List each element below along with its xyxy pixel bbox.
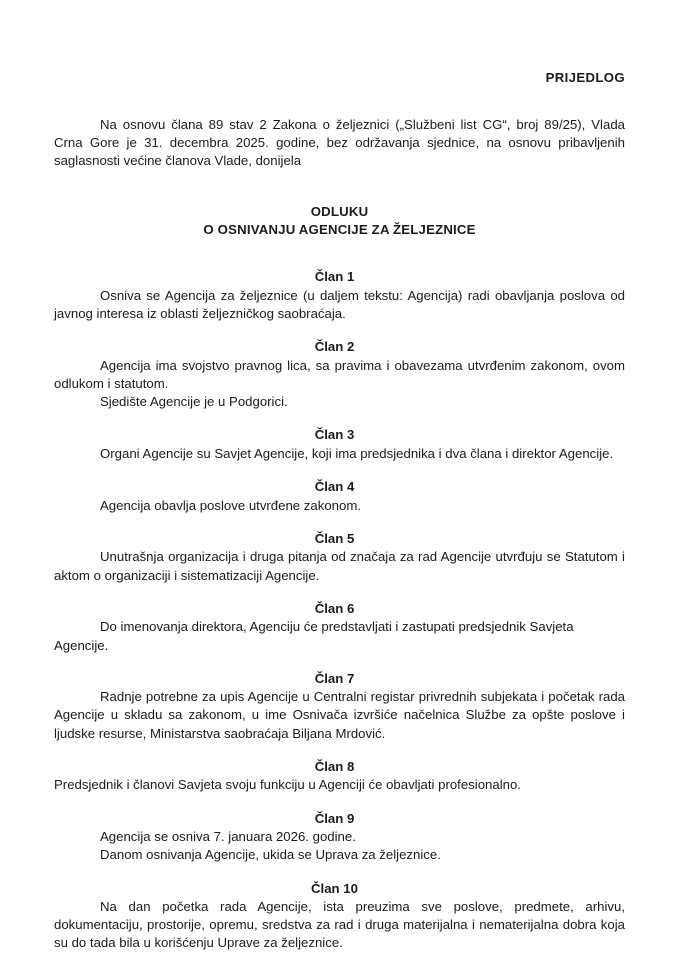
article-paragraph: Do imenovanja direktora, Agenciju će predstavljati i zastupati predsjednik Savjeta Agencije. [54,619,574,653]
article [54,338,625,411]
article [54,268,625,323]
article [54,758,625,795]
article-heading: Član 10 [311,880,358,896]
article-paragraph: Radnje potrebne za upis Agencije u Centralni registar privrednih subjekata i početak rada Agencije u skladu sa zakonom, u ime Osnivača izvršiće načelnica Službe za opšte poslove i ljudske resurse, Ministarstva saobraćaja Biljana Mrdović. [54,689,625,741]
article [54,530,625,585]
article-paragraph: Danom osnivanja Agencije, ukida se Uprava za željeznice. [100,847,441,863]
decision-title [54,203,625,239]
article [54,810,625,865]
article [54,478,625,515]
document-type-tag: PRIJEDLOG [545,70,625,85]
article [54,670,625,743]
article-paragraph: Sjedište Agencije je u Podgorici. [100,393,288,409]
document-body [54,116,625,968]
decision-title-line-1: ODLUKU [310,204,369,220]
article-heading: Član 6 [314,600,355,616]
article-heading: Član 8 [314,758,355,774]
article [54,600,625,655]
article-paragraph: Agencija se osniva 7. januara 2026. godine. [100,829,356,845]
article-paragraph: Unutrašnja organizacija i druga pitanja od značaja za rad Agencije utvrđuju se Statutom i aktom o organizaciji i sistematizaciji Agencije. [54,549,625,583]
decision-title-line-2: O OSNIVANJU AGENCIJE ZA ŽELJEZNICE [203,222,476,238]
article-paragraph: Na dan početka rada Agencije, ista preuzima sve poslove, predmete, arhivu, dokumentaciju, prostorije, opremu, sredstva za rad i druga materijalna i nematerijalna dobra koja su do tada bila u korišćenju Uprave za željeznice. [54,899,625,951]
article-paragraph: Predsjednik i članovi Savjeta svoju funkciju u Agenciji će obavljati profesionalno. [54,777,521,793]
article-heading: Član 5 [314,530,355,546]
article [54,426,625,463]
article-heading: Član 4 [314,478,355,494]
article-paragraph: Agencija ima svojstvo pravnog lica, sa pravima i obavezama utvrđenim zakonom, ovom odlukom i statutom. [54,357,625,391]
article-paragraph: Osniva se Agencija za željeznice (u daljem tekstu: Agencija) radi obavljanja poslova od javnog interesa iz oblasti željezničkog saobraćaja. [54,287,625,321]
article [54,880,625,953]
article-heading: Član 7 [314,670,355,686]
article-heading: Član 1 [314,268,355,284]
article-heading: Član 3 [314,426,355,442]
article-heading: Član 2 [314,338,355,354]
preamble-paragraph: Na osnovu člana 89 stav 2 Zakona o željeznici („Službeni list CG“, broj 89/25), Vlada Crna Gore je 31. decembra 2025. godine, bez održavanja sjednice, na osnovu pribavljenih saglasnosti većine članova Vlade, donijela [54,117,625,169]
article-heading: Član 9 [314,810,355,826]
article-paragraph: Organi Agencije su Savjet Agencije, koji ima predsjednika i dva člana i direktor Agencije. [100,445,614,461]
articles-list [54,268,625,953]
article-paragraph: Agencija obavlja poslove utvrđene zakonom. [100,497,361,513]
